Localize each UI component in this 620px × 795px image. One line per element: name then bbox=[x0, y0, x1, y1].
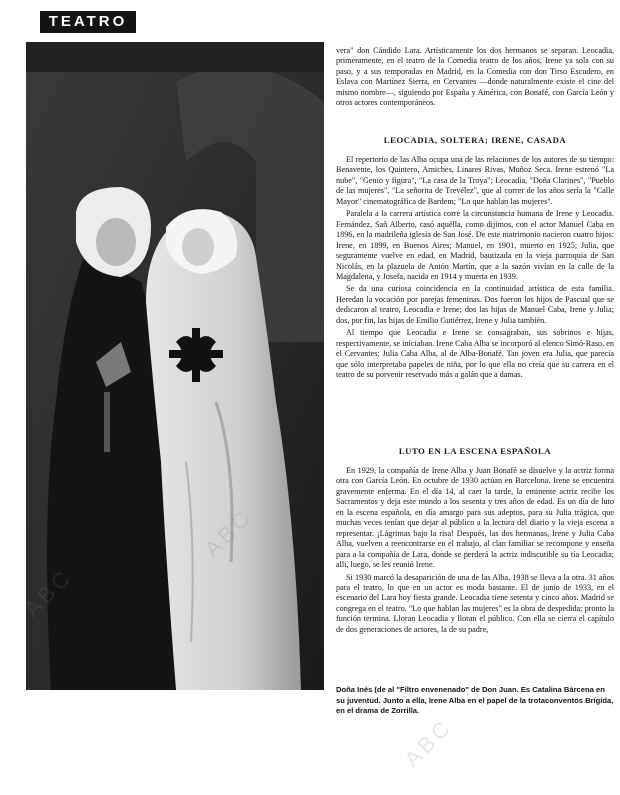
section2-column bbox=[336, 466, 614, 637]
intro-paragraph: vera" don Cándido Lara. Artísticamente los dos hermanos se separan. Leocadia, primeramente, en el teatro de la Comedia teatro de los años; Irene ya sola con su paso, y a sus temporadas en Madrid, en la Comedia con don Tirso Escudero, en Eslava con Martínez Sierra, en Cervantes —donde naturalmente existe el cine del mismo nombre—, siguiendo por España y América, con Bonafé, con García León y otros actores contemporáneos. bbox=[336, 46, 614, 108]
section2-paragraph: En 1929, la compañía de Irene Alba y Juan Bonafé se disuelve y la actriz forma otra con García León. En octubre de 1930 actúan en Barcelona. Irene se encuentra gravemente enferma. En el día 14, al caer la tarde, la eminente actriz recibe los Sacramentos y deja este mundo a los sesenta y tres años de edad. Es un día de luto en la escena española, en día amargo para sus adeptos, para su Julia trágica, que muchas veces tenían que dejar al público a la lectura del diario y la vieja escena a representar. ¡Lágrimas bajo la risa! Después, las dos hermanas, Irene y Julia Caba Alba, vuelven a reencontrarse en el trabajo, al clan familiar se recompone y enseña para a la compañía de Lara, donde se perderá la actriz indiscutible su tía Leocadia; allí, luego, se les reunió Irene. bbox=[336, 466, 614, 570]
section1-paragraph: El repertorio de las Alba ocupa una de las relaciones de los autores de su tiempo: Benavente, los Quintero, Arniches, Linares Rivas, Muñoz Seca. Irene estrenó "La nube", "Genio y figura", "La casa de la Troya"; Leocadia, "Doña Clarines", "Pueblo de las mujeres", "La señorita de Trevélez", que al correr de los años sería la "Calle Mayor" cinematográfica de Bardem; "Lo que hablan las mujeres". bbox=[336, 155, 614, 206]
intro-column bbox=[336, 46, 614, 111]
section1-paragraph: Se da una curiosa coincidencia en la continuidad artística de esta familia. Heredan la vocación por parejas femeninas. Dos fueron los hijos de Pascual que se dedicaron al teatro, Leocadia e Irene; dos las hijas de Manuel Caba, Irene y Julia; dos, por fin, las hijas de Emilio Gutiérrez, Irene y Julia también. bbox=[336, 284, 614, 325]
section1-paragraph: Paralela a la carrera artística corre la circunstancia humana de Irene y Leocadia. Fernández, Sañ Alberto, casó aquélla, como dijimos, con el actor Manuel Caba en 1896, en la madrileña iglesia de San José. De este matrimonio nacieron cuatro hijos: Irene, en 1899, en Buenos Aires; Manuel, en 1901, muerto en 1925; Julia, que seguramente vuelve en edad, en Madrid, bautizada en la vieja parroquia de San Nicolás, en la plazuela de Antón Martín, que a la sazón vivían en la calle de la Magdalena, y Josefa, nacida en 1914 y muerta en 1939. bbox=[336, 209, 614, 281]
section1-paragraph: Al tiempo que Leocadia e Irene se consagraban, sus sobrinos e hijas, respectivamente, se iniciaban. Irene Caba Alba se incorporó al elenco Simó-Raso, en el Cervantes; Julia Caba Alba, al de Alba-Bonafé. Tan joven era Julia, que parecía que sólo interpretaba papeles de niña, por lo que ella no creía que su carrera en el teatro de su porvenir reservado más a galán que a damas. bbox=[336, 328, 614, 380]
heading-luto: LUTO EN LA ESCENA ESPAÑOLA bbox=[398, 446, 552, 456]
theatre-photograph bbox=[26, 42, 324, 690]
heading-leocadia-irene: LEOCADIA, SOLTERA; IRENE, CASADA bbox=[383, 135, 567, 145]
watermark: ABC bbox=[469, 183, 528, 242]
watermark: ABC bbox=[399, 713, 458, 772]
photo-illustration bbox=[26, 42, 324, 690]
section2-paragraph: Si 1930 marcó la desaparición de una de las Alba, 1938 se lleva a la otra. 31 años para el teatro, lo que en un actor es moda bastante. El de junio de 1933, en el escenario del Lara hoy fiesta grande. Leocadia tiene setenta y cinco años. Madrid se congrega en el teatro. "Lo que hablan las mujeres" es la obra de despedida; pronto la función termina. Lloran Leocadia y lloran el público. Con ella se cierra el capítulo de dos generaciones de actores, la de su padre, bbox=[336, 572, 614, 634]
photo-caption: Doña Inés (de al "Filtro envenenado" de Don Juan. Es Catalina Bárcena en su juventud. Junto a ella, Irene Alba en el papel de la trotaconventos Brígida, en el drama de Zorrilla. bbox=[336, 685, 614, 716]
section1-column bbox=[336, 155, 614, 383]
section-label: TEATRO bbox=[40, 11, 136, 33]
